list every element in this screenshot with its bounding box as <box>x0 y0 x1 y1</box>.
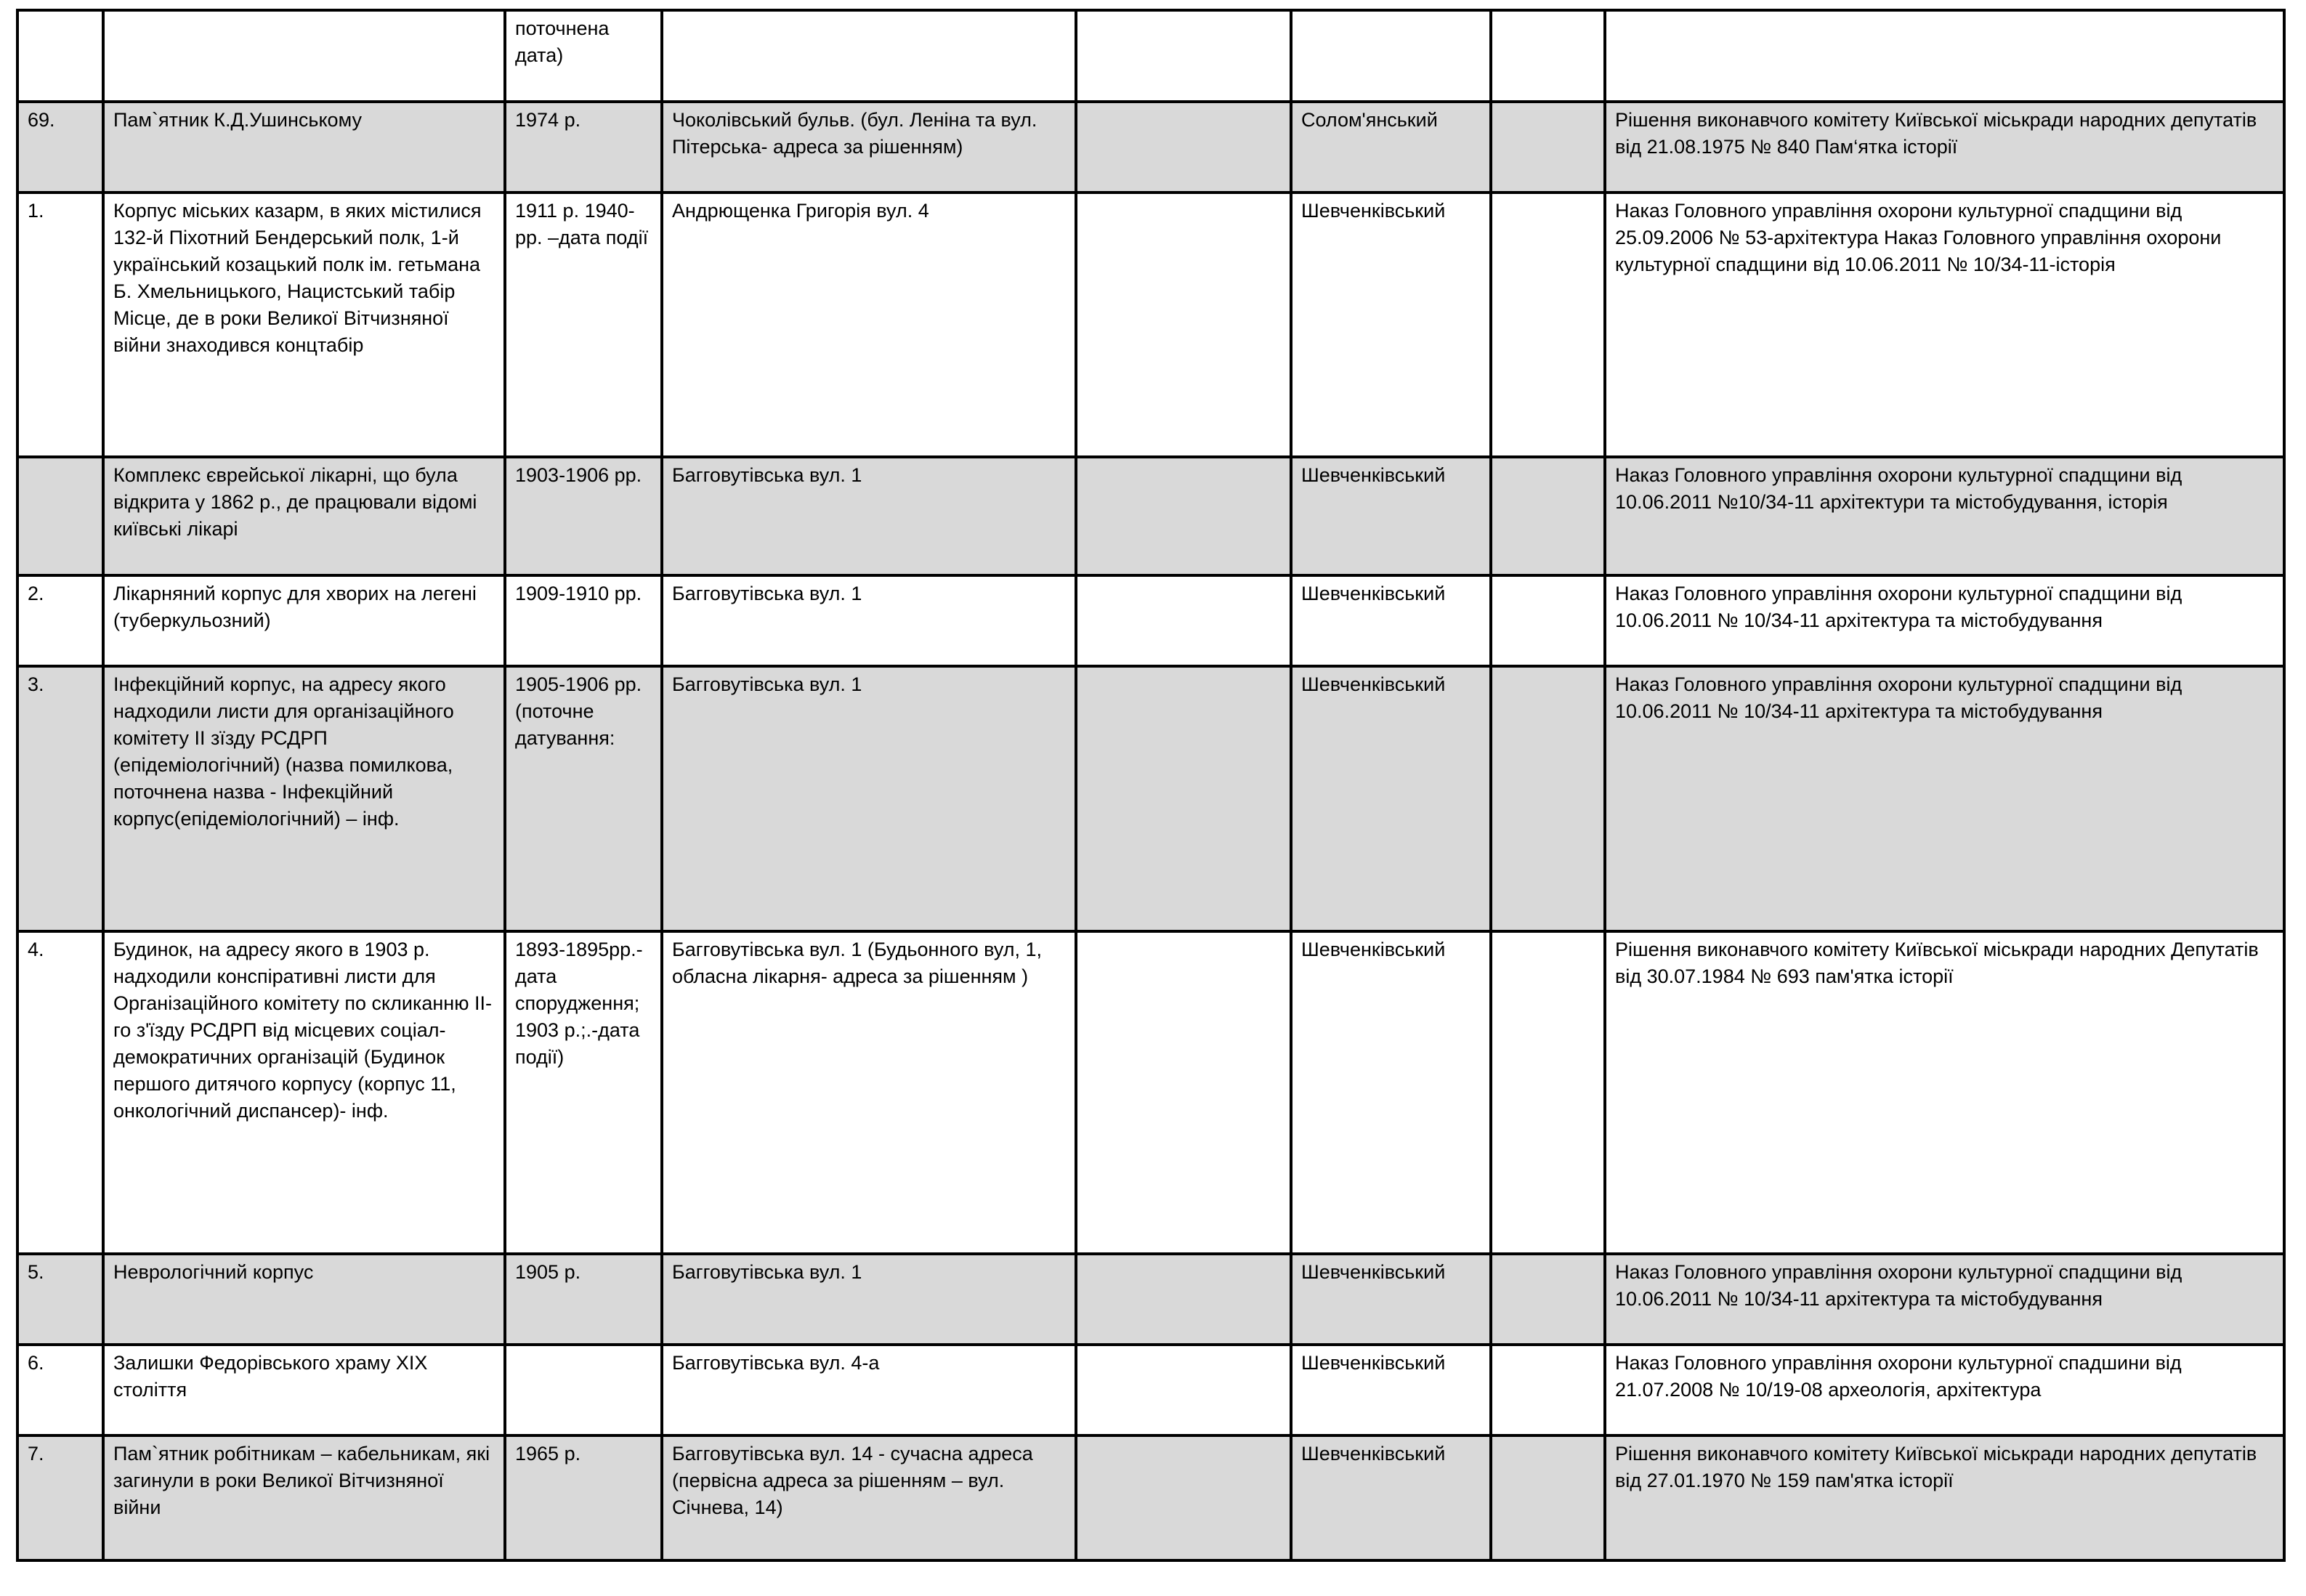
number-cell: 69. <box>17 102 103 193</box>
date-cell: 1974 р. <box>505 102 662 193</box>
extra-cell-2 <box>1491 1435 1605 1560</box>
extra-cell-2 <box>1491 10 1605 102</box>
address-cell: Чоколівський бульв. (бул. Леніна та вул. Пітерська- адреса за рішенням) <box>662 102 1076 193</box>
table-row <box>17 1435 2284 1560</box>
decision-cell: Наказ Головного управління охорони культурної спадщини від 25.09.2006 № 53-архітектура Наказ Головного управління охорони культурної спадщини від 10.06.2011 № 10/34-11-історія <box>1605 193 2284 457</box>
district-cell: Солом'янський <box>1291 102 1491 193</box>
extra-cell <box>1076 666 1291 931</box>
number-cell: 3. <box>17 666 103 931</box>
number-cell: 4. <box>17 931 103 1254</box>
address-cell <box>662 10 1076 102</box>
extra-cell-2 <box>1491 931 1605 1254</box>
decision-cell: Наказ Головного управління охорони культурної спадщини від 10.06.2011 № 10/34-11 архітектура та містобудування <box>1605 575 2284 666</box>
date-cell: 1903-1906 рр. <box>505 457 662 575</box>
decision-cell: Наказ Головного управління охорони культурної спадщини від 10.06.2011 № 10/34-11 архітектура та містобудування <box>1605 666 2284 931</box>
extra-cell-2 <box>1491 1254 1605 1345</box>
district-cell <box>1291 10 1491 102</box>
extra-cell-2 <box>1491 457 1605 575</box>
table-row <box>17 457 2284 575</box>
address-cell: Андрющенка Григорія вул. 4 <box>662 193 1076 457</box>
name-cell: Пам`ятник робітникам – кабельникам, які загинули в роки Великої Вітчизняної війни <box>103 1435 505 1560</box>
name-cell <box>103 10 505 102</box>
district-cell: Шевченківський <box>1291 1345 1491 1435</box>
extra-cell-2 <box>1491 575 1605 666</box>
extra-cell <box>1076 1435 1291 1560</box>
name-cell: Лікарняний корпус для хворих на легені (туберкульозний) <box>103 575 505 666</box>
table-row <box>17 10 2284 102</box>
extra-cell-2 <box>1491 666 1605 931</box>
extra-cell-2 <box>1491 102 1605 193</box>
table-row <box>17 193 2284 457</box>
district-cell: Шевченківський <box>1291 457 1491 575</box>
name-cell: Залишки Федорівського храму XIX століття <box>103 1345 505 1435</box>
extra-cell <box>1076 457 1291 575</box>
number-cell <box>17 10 103 102</box>
extra-cell <box>1076 193 1291 457</box>
address-cell: Багговутівська вул. 1 <box>662 457 1076 575</box>
address-cell: Багговутівська вул. 14 - сучасна адреса (первісна адреса за рішенням – вул. Січнева, 14) <box>662 1435 1076 1560</box>
name-cell: Інфекційний корпус, на адресу якого надходили листи для організаційного комітету ІІ зїзду РСДРП (епідеміологічний) (назва помилкова, поточнена назва - Інфекційний корпус(епідеміологічний) – інф. <box>103 666 505 931</box>
date-cell: 1965 р. <box>505 1435 662 1560</box>
decision-cell <box>1605 10 2284 102</box>
date-cell: 1909-1910 рр. <box>505 575 662 666</box>
name-cell: Комплекс єврейської лікарні, що була відкрита у 1862 р., де працювали відомі київські лікарі <box>103 457 505 575</box>
district-cell: Шевченківський <box>1291 575 1491 666</box>
address-cell: Багговутівська вул. 1 <box>662 575 1076 666</box>
extra-cell-2 <box>1491 193 1605 457</box>
extra-cell <box>1076 1345 1291 1435</box>
district-cell: Шевченківський <box>1291 666 1491 931</box>
name-cell: Неврологічний корпус <box>103 1254 505 1345</box>
date-cell <box>505 1345 662 1435</box>
decision-cell: Наказ Головного управління охорони культурної спадщини від 10.06.2011 № 10/34-11 архітектура та містобудування <box>1605 1254 2284 1345</box>
decision-cell: Наказ Головного управління охорони культурної спадщини від 10.06.2011 №10/34-11 архітектури та містобудування, історія <box>1605 457 2284 575</box>
address-cell: Багговутівська вул. 1 <box>662 666 1076 931</box>
number-cell: 1. <box>17 193 103 457</box>
district-cell: Шевченківський <box>1291 193 1491 457</box>
extra-cell <box>1076 102 1291 193</box>
extra-cell <box>1076 931 1291 1254</box>
table-row <box>17 1345 2284 1435</box>
date-cell: 1893-1895рр.-дата спорудження; 1903 р.;.-дата події) <box>505 931 662 1254</box>
table-row <box>17 575 2284 666</box>
date-cell: 1905-1906 рр. (поточне датування: <box>505 666 662 931</box>
district-cell: Шевченківський <box>1291 1435 1491 1560</box>
number-cell <box>17 457 103 575</box>
name-cell: Пам`ятник К.Д.Ушинському <box>103 102 505 193</box>
table-row <box>17 1254 2284 1345</box>
address-cell: Багговутівська вул. 1 <box>662 1254 1076 1345</box>
table-row <box>17 102 2284 193</box>
extra-cell <box>1076 1254 1291 1345</box>
date-cell: 1905 р. <box>505 1254 662 1345</box>
date-cell: поточнена дата) <box>505 10 662 102</box>
date-cell: 1911 р. 1940-рр. –дата події <box>505 193 662 457</box>
number-cell: 5. <box>17 1254 103 1345</box>
extra-cell <box>1076 10 1291 102</box>
address-cell: Багговутівська вул. 4-а <box>662 1345 1076 1435</box>
extra-cell-2 <box>1491 1345 1605 1435</box>
address-cell: Багговутівська вул. 1 (Будьонного вул, 1, обласна лікарня- адреса за рішенням ) <box>662 931 1076 1254</box>
name-cell: Будинок, на адресу якого в 1903 р. надходили конспіративні листи для Організаційного комітету по скликанню ІІ-го з'їзду РСДРП від місцевих соціал-демократичних організацій (Будинок першого дитячого корпусу (корпус 11, онкологічний диспансер)- інф. <box>103 931 505 1254</box>
decision-cell: Рішення виконавчого комітету Київської міськради народних Депутатів від 30.07.1984 № 693 пам'ятка історії <box>1605 931 2284 1254</box>
district-cell: Шевченківський <box>1291 1254 1491 1345</box>
number-cell: 7. <box>17 1435 103 1560</box>
monuments-table <box>16 9 2286 1562</box>
decision-cell: Рішення виконавчого комітету Київської міськради народних депутатів від 21.08.1975 № 840 Пам‘ятка історії <box>1605 102 2284 193</box>
extra-cell <box>1076 575 1291 666</box>
table-row <box>17 666 2284 931</box>
decision-cell: Рішення виконавчого комітету Київської міськради народних депутатів від 27.01.1970 № 159 пам'ятка історії <box>1605 1435 2284 1560</box>
name-cell: Корпус міських казарм, в яких містилися 132-й Піхотний Бендерський полк, 1-й український козацький полк ім. гетьмана Б. Хмельницького, Нацистський табір Місце, де в роки Великої Вітчизняної війни знаходився концтабір <box>103 193 505 457</box>
number-cell: 2. <box>17 575 103 666</box>
table-body <box>17 10 2284 1560</box>
table-row <box>17 931 2284 1254</box>
district-cell: Шевченківський <box>1291 931 1491 1254</box>
decision-cell: Наказ Головного управління охорони культурної спадшини від 21.07.2008 № 10/19-08 археологія, архітектура <box>1605 1345 2284 1435</box>
number-cell: 6. <box>17 1345 103 1435</box>
